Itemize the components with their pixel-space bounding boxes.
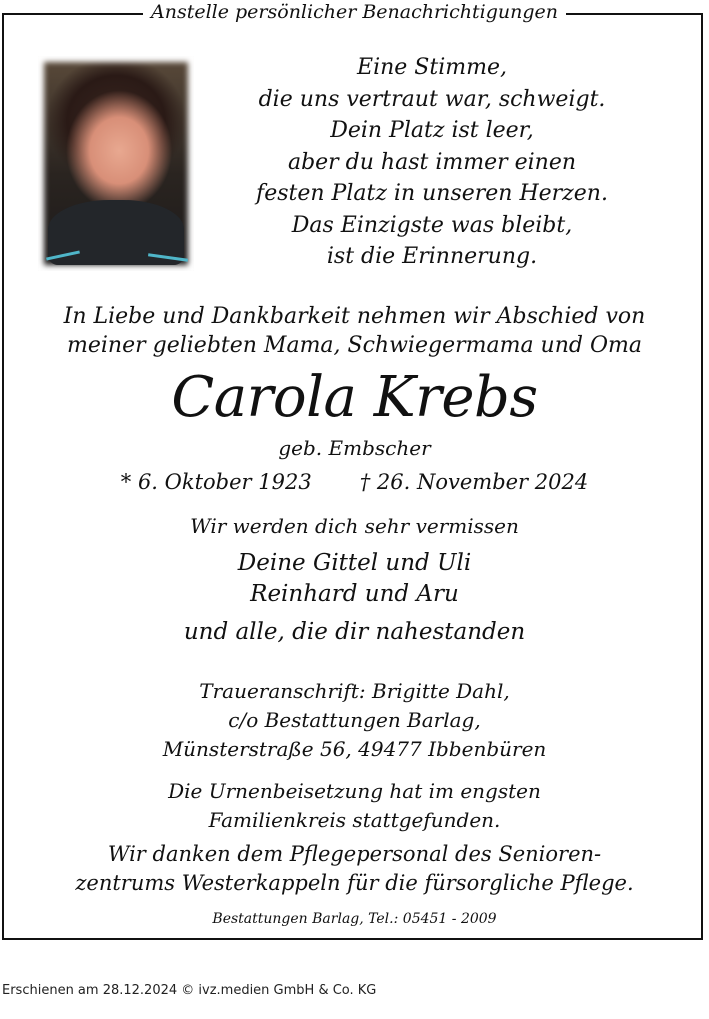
intro-line: In Liebe und Dankbarkeit nehmen wir Abschied von bbox=[63, 304, 646, 329]
poem-line: die uns vertraut war, schweigt. bbox=[258, 86, 606, 112]
death-date: † 26. November 2024 bbox=[359, 470, 589, 494]
funeral-home-text: Bestattungen Barlag, Tel.: 05451 - 2009 bbox=[212, 911, 497, 927]
notice-header bbox=[0, 0, 709, 24]
others-text: und alle, die dir nahestanden bbox=[183, 619, 526, 645]
miss-line: Wir werden dich sehr vermissen bbox=[190, 514, 519, 538]
urn-line: Familienkreis stattgefunden. bbox=[208, 808, 501, 832]
poem-line: Eine Stimme, bbox=[357, 55, 507, 80]
publication-footer: Erschienen am 28.12.2024 © ivz.medien GmbH & Co. KG bbox=[2, 983, 377, 998]
thanks-line: zentrums Westerkappeln für die fürsorgliche Pflege. bbox=[75, 871, 634, 895]
family-line: Deine Gittel und Uli bbox=[237, 550, 472, 576]
thanks-note bbox=[0, 840, 709, 898]
birth-date: * 6. Oktober 1923 bbox=[120, 470, 312, 494]
life-dates bbox=[0, 467, 709, 498]
poem bbox=[232, 52, 632, 273]
poem-line: aber du hast immer einen bbox=[287, 149, 577, 175]
deceased-name bbox=[0, 365, 709, 431]
deceased-name-text: Carola Krebs bbox=[171, 365, 538, 430]
address-line: c/o Bestattungen Barlag, bbox=[228, 708, 481, 732]
thanks-line: Wir danken dem Pflegepersonal des Senioren- bbox=[107, 842, 602, 866]
address-line: Münsterstraße 56, 49477 Ibbenbüren bbox=[162, 737, 547, 761]
poem-line: Dein Platz ist leer, bbox=[330, 118, 534, 143]
maiden-name-text: geb. Embscher bbox=[278, 436, 431, 460]
mourning-address bbox=[0, 677, 709, 764]
poem-line: Das Einzigste was bleibt, bbox=[291, 212, 573, 238]
urn-line: Die Urnenbeisetzung hat im engsten bbox=[168, 779, 541, 803]
poem-line: ist die Erinnerung. bbox=[326, 244, 538, 269]
others-line bbox=[0, 617, 709, 648]
miss-text bbox=[0, 512, 709, 541]
maiden-name bbox=[0, 434, 709, 462]
intro-text bbox=[0, 302, 709, 360]
portrait-photo bbox=[38, 56, 194, 271]
family-line: Reinhard und Aru bbox=[250, 581, 459, 607]
intro-line: meiner geliebten Mama, Schwiegermama und Oma bbox=[67, 333, 642, 358]
address-line: Traueranschrift: Brigitte Dahl, bbox=[199, 679, 510, 703]
family-names bbox=[0, 548, 709, 610]
poem-line: festen Platz in unseren Herzen. bbox=[256, 181, 608, 206]
funeral-home bbox=[0, 909, 709, 929]
urn-burial-note bbox=[0, 777, 709, 835]
notice-header-text: Anstelle persönlicher Benachrichtigungen bbox=[143, 1, 566, 23]
